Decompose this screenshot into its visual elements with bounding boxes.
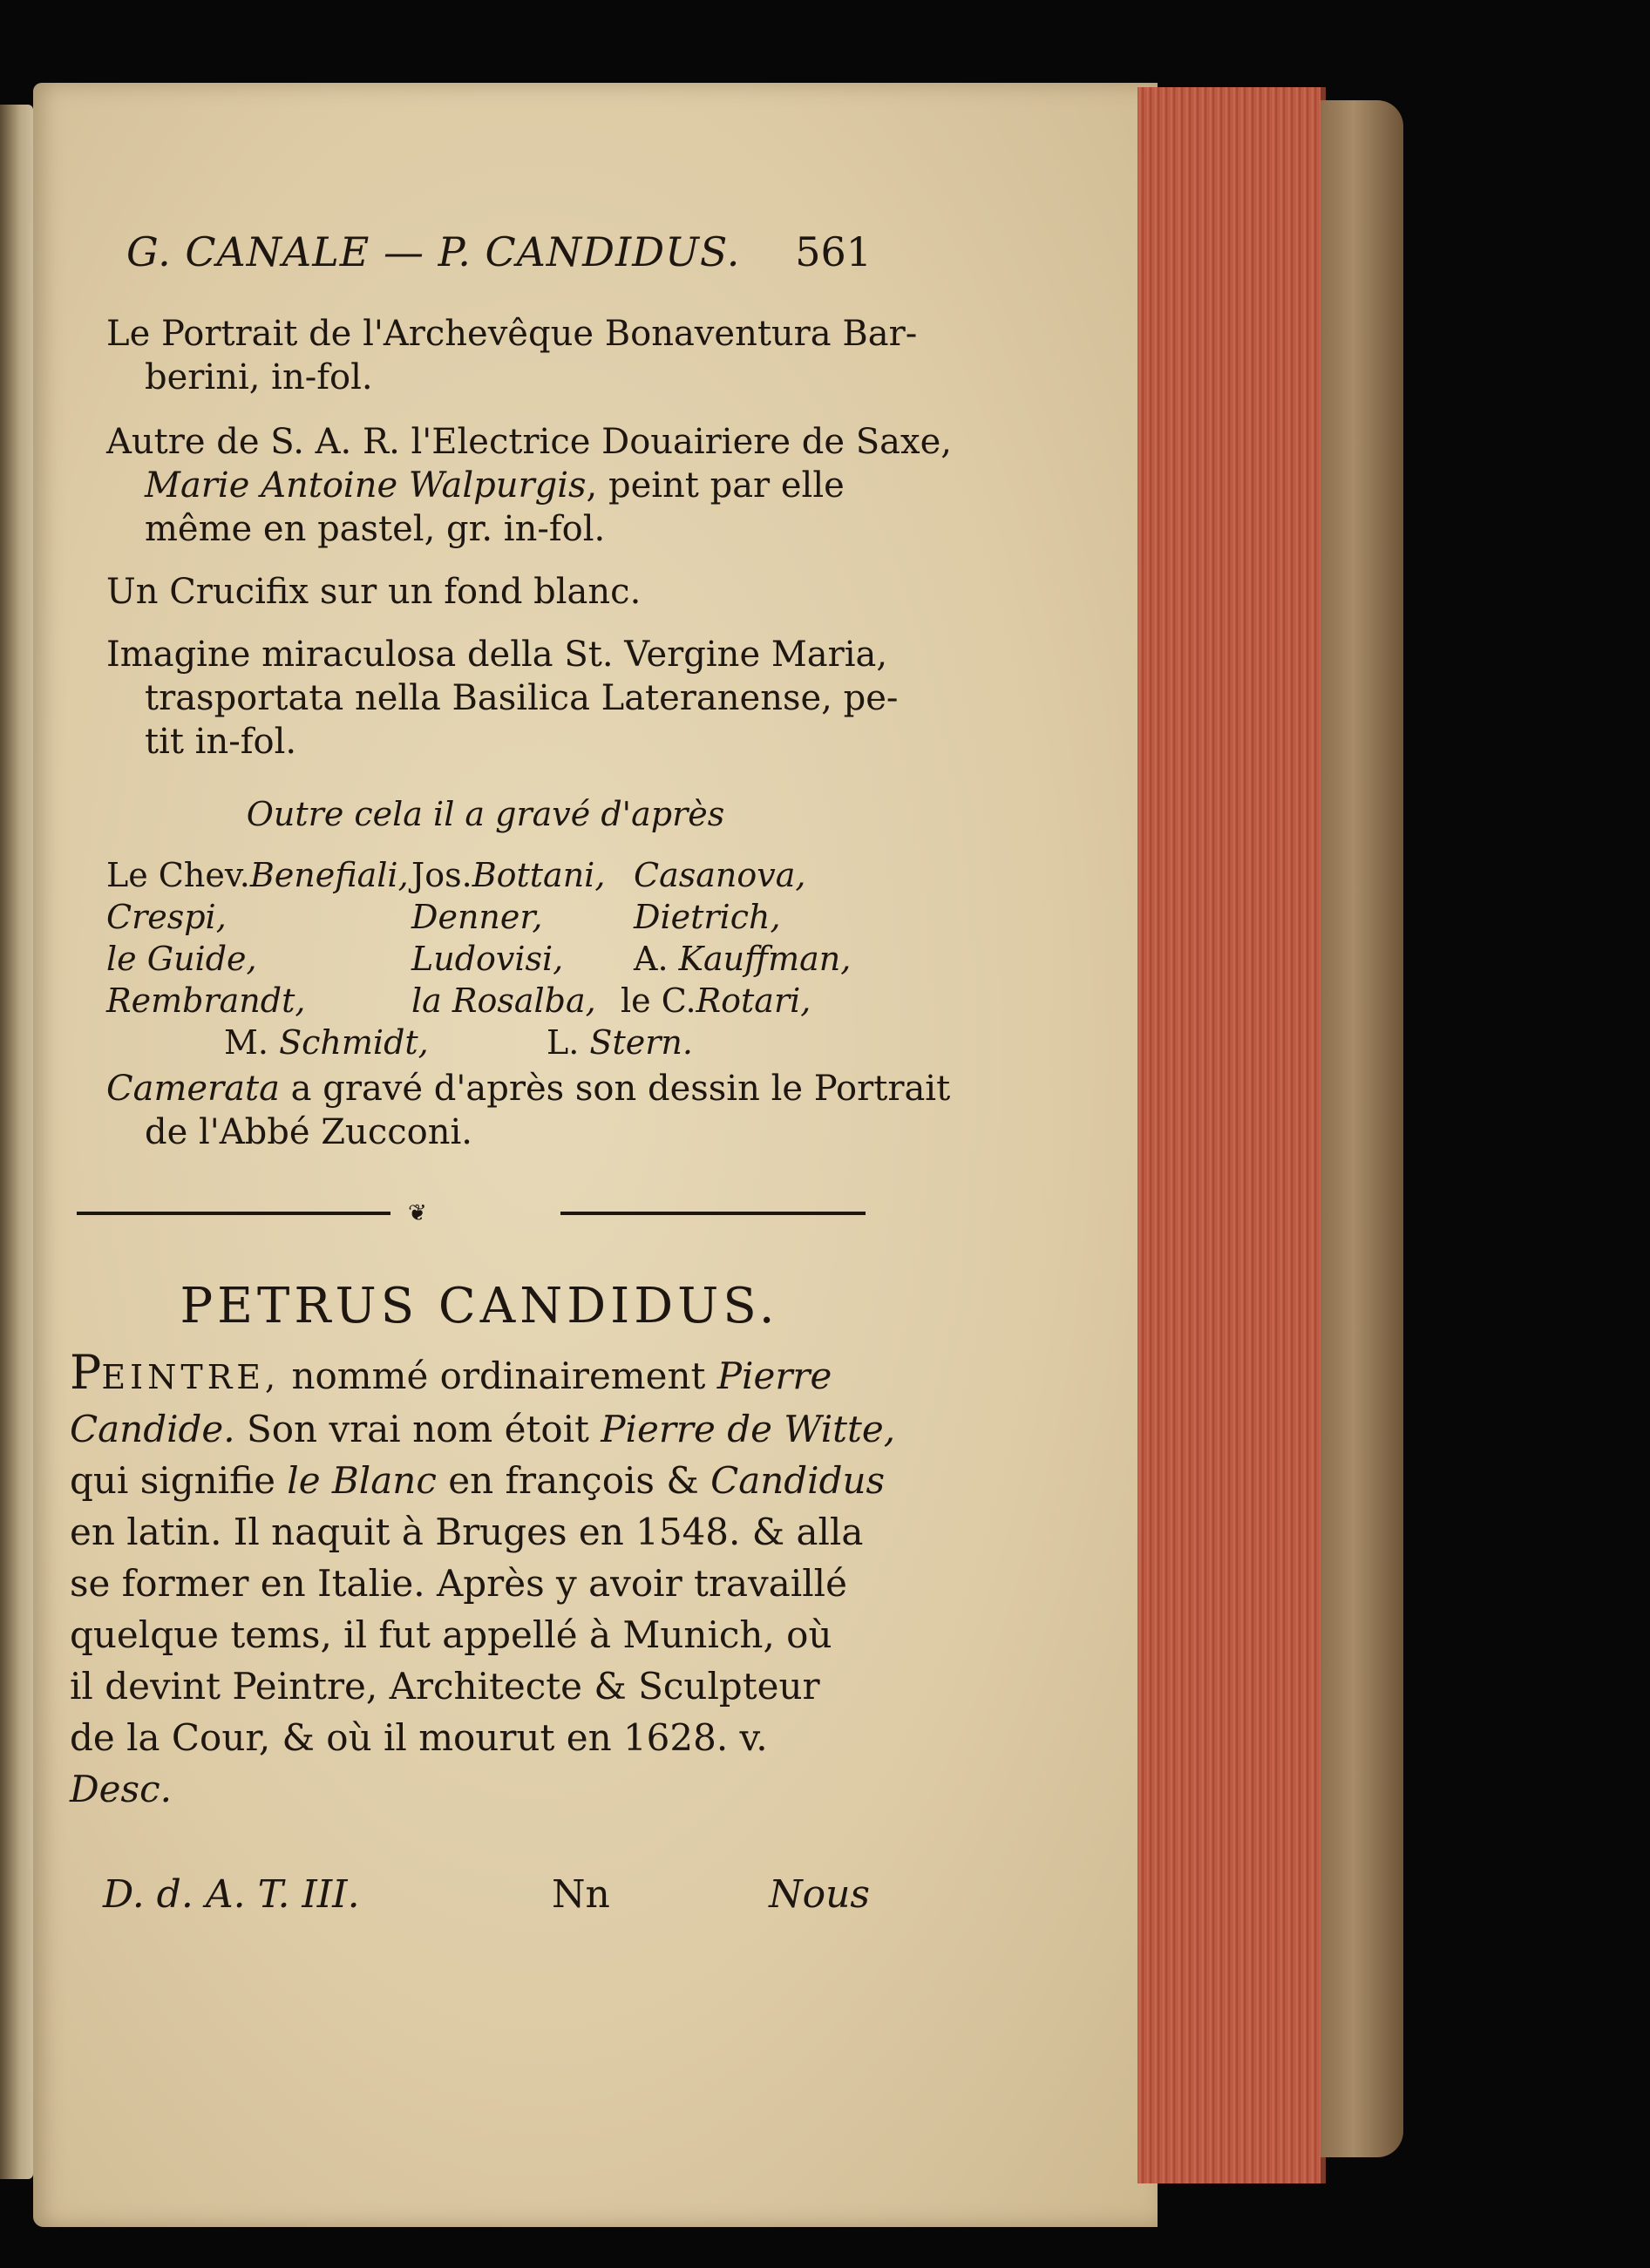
rule-bar-left [77, 1212, 390, 1215]
entry-line: tit in-fol. [145, 722, 297, 762]
entry-electrice [106, 420, 952, 551]
engraved-after-list [106, 854, 873, 1063]
artist: L. Stern. [547, 1023, 693, 1062]
artist-row [106, 938, 873, 980]
entry-line: Imagine miraculosa della St. Vergine Maria, [106, 635, 888, 675]
running-title: G. CANALE — P. CANDIDUS. [126, 228, 741, 275]
artist: A. Kauffman, [634, 940, 852, 978]
artist: la Rosalba, [411, 981, 596, 1020]
catchword: Nous [769, 1872, 870, 1917]
artist-row [106, 896, 873, 938]
artist: Ludovisi, [411, 940, 564, 978]
page-number: 561 [795, 228, 872, 275]
artist: Le Chev.Benefiali, [106, 856, 409, 894]
section-heading: PETRUS CANDIDUS. [180, 1278, 779, 1334]
body-line: Candide. Son vrai nom étoit Pierre de Witte, [70, 1408, 896, 1450]
entry-line: Le Portrait de l'Archevêque Bonaventura Bar- [106, 314, 918, 354]
artist: le C.Rotari, [621, 981, 811, 1020]
gathering-mark: Nn [552, 1872, 610, 1917]
entry-line: trasportata nella Basilica Lateranense, pe- [145, 678, 899, 718]
rule-bar-right [560, 1212, 866, 1215]
body-line: PEINTRE, nommé ordinairement Pierre [70, 1345, 832, 1400]
artist: Crespi, [106, 898, 227, 936]
entry-line: Camerata a gravé d'après son dessin le Portrait [106, 1069, 951, 1109]
entry-crucifix [106, 570, 865, 614]
entry-line [106, 464, 865, 507]
artist: Rembrandt, [106, 981, 306, 1020]
entry-line: de l'Abbé Zucconi. [145, 1112, 472, 1152]
previous-page-edge [0, 105, 33, 2179]
entry-line: berini, in-fol. [145, 357, 373, 397]
engraved-after-intro: Outre cela il a gravé d'après [246, 795, 725, 833]
artist: le Guide, [106, 940, 257, 978]
artist: Denner, [411, 898, 543, 936]
red-page-edges [1137, 87, 1326, 2183]
entry-line: Un Crucifix sur un fond blanc. [106, 572, 642, 612]
artist: M. Schmidt, [224, 1023, 429, 1062]
italic-name: Marie Antoine Walpurgis [145, 465, 587, 506]
artist: Dietrich, [634, 898, 781, 936]
page-footer [103, 1872, 870, 1925]
entry-imagine [106, 633, 899, 764]
body-line: il devint Peintre, Architecte & Sculpteur [70, 1665, 820, 1708]
body-line: de la Cour, & où il mourut en 1628. v. [70, 1716, 768, 1759]
artist: Casanova, [634, 856, 806, 894]
entry-line: Autre de S. A. R. l'Electrice Douairiere de Saxe, [106, 422, 952, 462]
entry-line: même en pastel, gr. in-fol. [145, 509, 606, 549]
body-line: Desc. [70, 1768, 172, 1810]
artist: Jos.Bottani, [411, 856, 606, 894]
artist-row [106, 980, 873, 1022]
fleuron-icon: ❦ [408, 1200, 427, 1226]
artist-row [106, 854, 873, 896]
biography-paragraph [70, 1345, 896, 1815]
body-line: se former en Italie. Après y avoir travaillé [70, 1562, 847, 1605]
ornamental-rule [77, 1200, 866, 1226]
body-line: en latin. Il naquit à Bruges en 1548. & alla [70, 1511, 864, 1553]
body-line: quelque tems, il fut appellé à Munich, où [70, 1613, 832, 1656]
camerata-name: Camerata [106, 1069, 280, 1109]
artist-row [106, 1022, 873, 1063]
entry-portrait-barberini [106, 312, 918, 399]
camerata-note [106, 1067, 951, 1154]
running-header [92, 228, 872, 281]
entry-text: , peint par elle [586, 465, 845, 506]
body-line: qui signifie le Blanc en françois & Candidus [70, 1459, 886, 1502]
book-cover-edge [1321, 100, 1403, 2157]
signature-mark: D. d. A. T. III. [103, 1872, 360, 1917]
